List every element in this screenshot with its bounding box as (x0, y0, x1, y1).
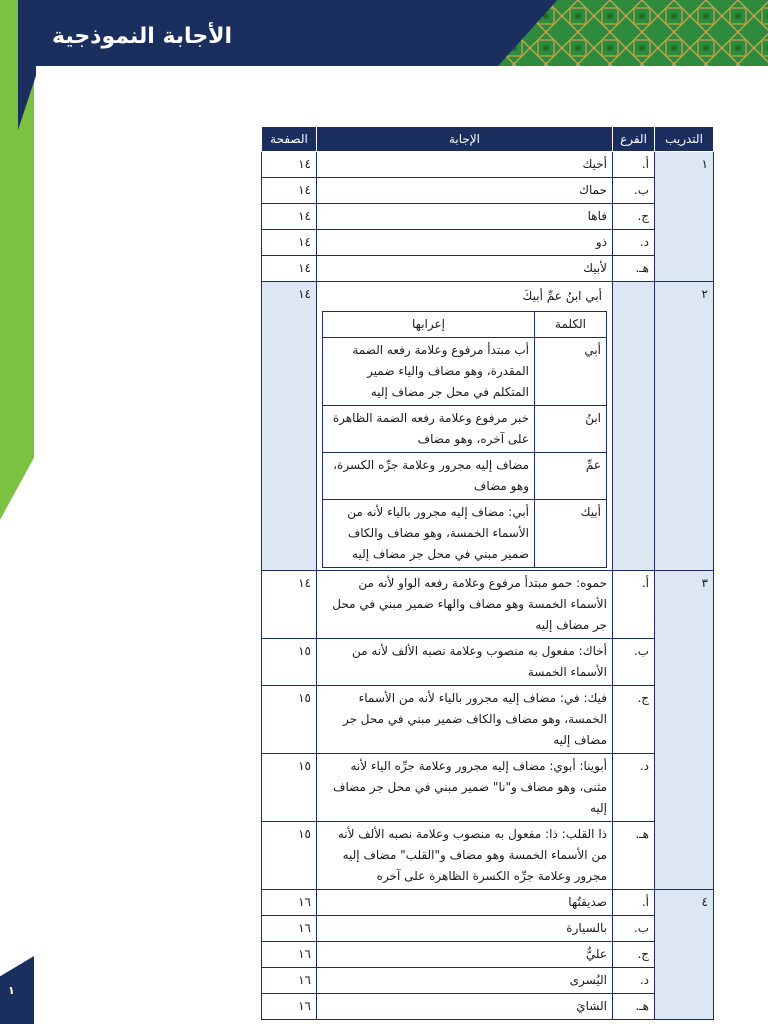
table-row (262, 822, 714, 890)
answer-cell: عليٌّ (317, 942, 613, 968)
branch-label: هـ. (613, 822, 655, 890)
exercise-number: ٤ (655, 890, 714, 1020)
answer-cell: الشايَ (317, 994, 613, 1020)
table-row (262, 942, 714, 968)
table-row (262, 178, 714, 204)
page-cell: ١٦ (262, 916, 317, 942)
branch-label: ج. (613, 942, 655, 968)
answer-cell: أخيك (317, 152, 613, 178)
header-branch: الفرع (613, 127, 655, 152)
exercise-number: ٣ (655, 571, 714, 890)
parsing-word: أبيك (535, 500, 607, 568)
branch-label (613, 282, 655, 571)
page-cell: ١٤ (262, 571, 317, 639)
table-row (262, 968, 714, 994)
answer-cell: لأبيك (317, 256, 613, 282)
answer-cell: حماك (317, 178, 613, 204)
parsing-text: مضاف إليه مجرور وعلامة جرِّه الكسرة، وهو مضاف (323, 453, 535, 500)
table-row (262, 686, 714, 754)
page-cell: ١٤ (262, 230, 317, 256)
branch-label: هـ. (613, 256, 655, 282)
parsing-word: أبي (535, 338, 607, 406)
answer-cell: أبوينا: أبوي: مضاف إليه مجرور وعلامة جرِّه الياء لأنه مثنى، وهو مضاف و"نا" ضمير مبني في محل جر مضاف إليه (317, 754, 613, 822)
branch-label: ب. (613, 916, 655, 942)
branch-label: ج. (613, 204, 655, 230)
page-cell: ١٤ (262, 282, 317, 571)
answer-cell (317, 282, 613, 571)
parsing-header-row (323, 312, 607, 338)
page-cell: ١٦ (262, 994, 317, 1020)
branch-label: أ. (613, 890, 655, 916)
table-row (262, 230, 714, 256)
page-cell: ١٤ (262, 178, 317, 204)
answer-cell: بالسيارة (317, 916, 613, 942)
parsing-row (323, 500, 607, 568)
branch-label: د. (613, 754, 655, 822)
page-cell: ١٤ (262, 204, 317, 230)
table-row (262, 754, 714, 822)
page-cell: ١٥ (262, 686, 317, 754)
page-cell: ١٦ (262, 968, 317, 994)
parsing-word: ابنُ (535, 406, 607, 453)
table-row (262, 152, 714, 178)
page-cell: ١٥ (262, 822, 317, 890)
parsing-header-word: الكلمة (535, 312, 607, 338)
example-sentence: أبي ابنُ عمِّ أبيكَ (522, 289, 602, 303)
table-row (262, 204, 714, 230)
branch-label: ب. (613, 639, 655, 686)
header-page: الصفحة (262, 127, 317, 152)
page-cell: ١٥ (262, 754, 317, 822)
table-row (262, 639, 714, 686)
answer-cell: ذو (317, 230, 613, 256)
exercise-number: ١ (655, 152, 714, 282)
answer-cell: اليُسرى (317, 968, 613, 994)
parsing-row (323, 338, 607, 406)
page-corner-tab (0, 956, 34, 1024)
branch-label: د. (613, 230, 655, 256)
parsing-row (323, 406, 607, 453)
table-row (262, 571, 714, 639)
table-row (262, 916, 714, 942)
parsing-table (322, 311, 607, 568)
page-cell: ١٥ (262, 639, 317, 686)
page-cell: ١٦ (262, 890, 317, 916)
parsing-row (323, 453, 607, 500)
answer-cell: فاها (317, 204, 613, 230)
parsing-word: عمِّ (535, 453, 607, 500)
parsing-text: خبر مرفوع وعلامة رفعه الضمة الظاهرة على آخره، وهو مضاف (323, 406, 535, 453)
exercise-number: ٢ (655, 282, 714, 571)
branch-label: ج. (613, 686, 655, 754)
page-cell: ١٤ (262, 152, 317, 178)
answer-cell: أخاك: مفعول به منصوب وعلامة نصبه الألف لأنه من الأسماء الخمسة (317, 639, 613, 686)
header-exercise: التدريب (655, 127, 714, 152)
answer-table (261, 126, 714, 1020)
answer-cell: حموه: حمو مبتدأ مرفوع وعلامة رفعه الواو لأنه من الأسماء الخمسة وهو مضاف والهاء ضمير مبني في محل جر مضاف إليه (317, 571, 613, 639)
answer-cell: صديقتُها (317, 890, 613, 916)
branch-label: د. (613, 968, 655, 994)
answer-cell: ذا القلب: ذا: مفعول به منصوب وعلامة نصبه الألف لأنه من الأسماء الخمسة وهو مضاف و"القلب" مضاف إليه مجرور وعلامة جرِّه الكسرة الظاهرة على آخره (317, 822, 613, 890)
table-header-row (262, 127, 714, 152)
table-row (262, 994, 714, 1020)
table-row (262, 282, 714, 571)
parsing-text: أب مبتدأ مرفوع وعلامة رفعه الضمة المقدرة، وهو مضاف والياء ضمير المتكلم في محل جر مضاف إليه (323, 338, 535, 406)
branch-label: ب. (613, 178, 655, 204)
branch-label: هـ. (613, 994, 655, 1020)
parsing-text: أبي: مضاف إليه مجرور بالياء لأنه من الأسماء الخمسة، وهو مضاف والكاف ضمير مبني في محل جر مضاف إليه (323, 500, 535, 568)
page-number: ١ (8, 984, 15, 997)
parsing-header-parse: إعرابها (323, 312, 535, 338)
table-row (262, 256, 714, 282)
page-title: الأجابة النموذجية (52, 24, 233, 49)
branch-label: أ. (613, 571, 655, 639)
table-row (262, 890, 714, 916)
answer-cell: فيك: في: مضاف إليه مجرور بالياء لأنه من الأسماء الخمسة، وهو مضاف والكاف ضمير مبني في محل جر مضاف إليه (317, 686, 613, 754)
page-cell: ١٤ (262, 256, 317, 282)
page-cell: ١٦ (262, 942, 317, 968)
branch-label: أ. (613, 152, 655, 178)
header-answer: الإجابة (317, 127, 613, 152)
